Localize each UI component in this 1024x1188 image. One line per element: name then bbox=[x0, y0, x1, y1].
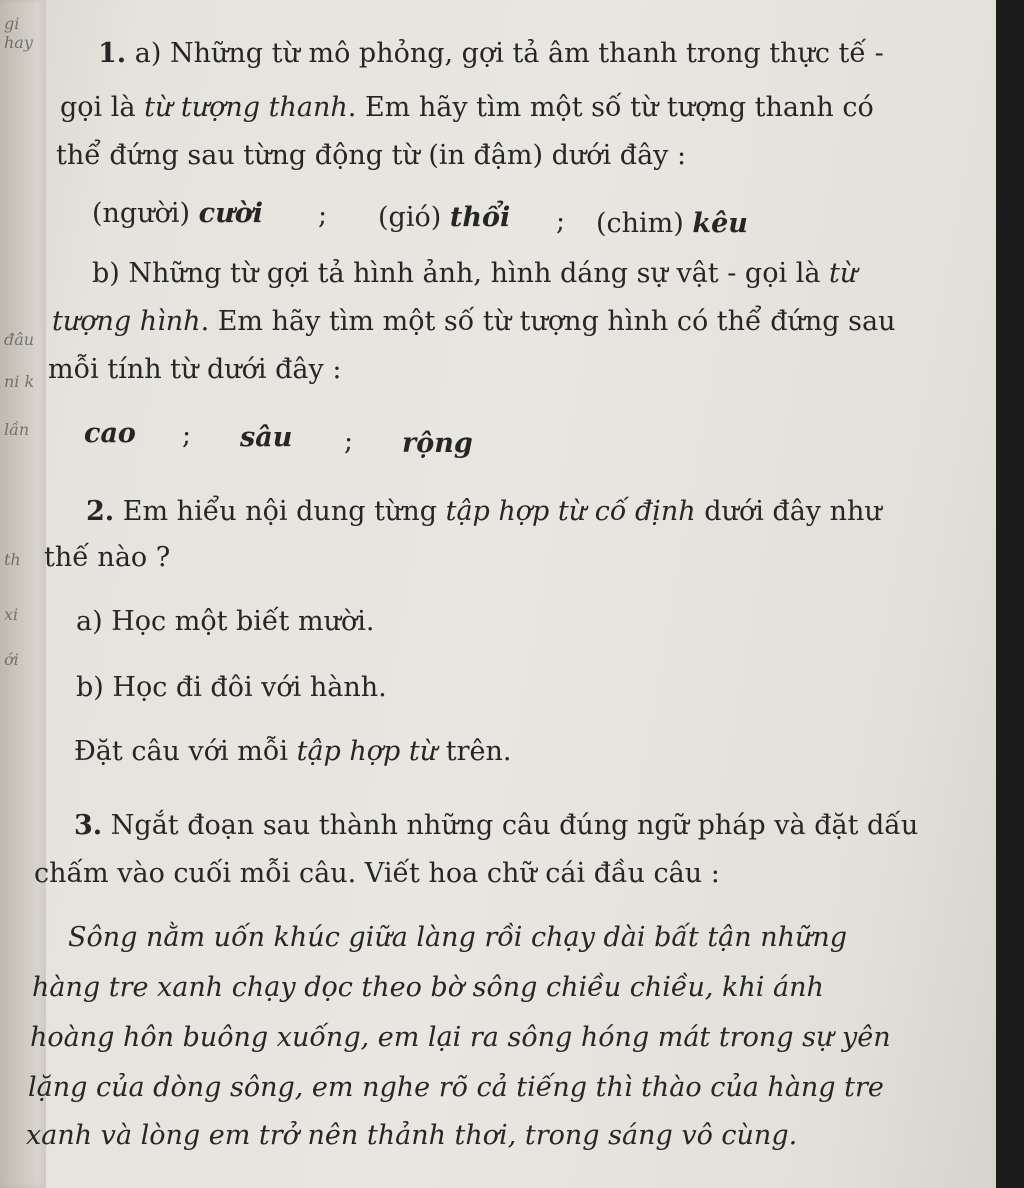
ex2-number: 2. bbox=[86, 496, 115, 527]
paragraph-line: hàng tre xanh chạy dọc theo bờ sông chiều chiều, khi ánh bbox=[32, 972, 824, 1003]
paragraph-line: lặng của dòng sông, em nghe rõ cả tiếng thì thào của hàng tre bbox=[28, 1072, 884, 1103]
ex2-line1-post: dưới đây như bbox=[704, 496, 882, 527]
ex2-line1 bbox=[86, 496, 882, 527]
ex1-verb-2 bbox=[378, 202, 510, 233]
ex2-item-b: b) Học đi đôi với hành. bbox=[76, 672, 387, 703]
ex1-b-term-part2: tượng hình bbox=[52, 306, 201, 337]
ex1-b-term-part1: từ bbox=[829, 258, 858, 289]
ex1-b-line2-post: . Em hãy tìm một số từ tượng hình có thể đứng sau bbox=[200, 306, 896, 337]
verb-word: kêu bbox=[692, 208, 748, 239]
ex2-task-term: tập hợp từ bbox=[296, 736, 438, 767]
adjective-2: sâu bbox=[240, 422, 293, 453]
paragraph-line: xanh và lòng em trở nên thảnh thơi, trong sáng vô cùng. bbox=[26, 1120, 798, 1151]
spine-fragment: xi bbox=[4, 605, 19, 624]
separator: ; bbox=[344, 426, 354, 457]
ex1-line3 bbox=[56, 140, 686, 171]
verb-subject: (chim) bbox=[596, 208, 684, 239]
spine-fragment: ni k bbox=[4, 372, 35, 391]
adjective-3: rộng bbox=[402, 428, 473, 459]
ex3-number: 3. bbox=[74, 810, 103, 841]
ex2-line2: thế nào ? bbox=[44, 542, 171, 573]
ex3-line1-text: Ngắt đoạn sau thành những câu đúng ngữ pháp và đặt dấu bbox=[110, 810, 919, 841]
ex1-number: 1. bbox=[98, 38, 127, 69]
spine-fragment: đâu bbox=[4, 330, 35, 349]
spine-fragment: th bbox=[4, 550, 21, 569]
paragraph-line: Sông nằm uốn khúc giữa làng rồi chạy dài bất tận những bbox=[68, 922, 848, 953]
ex2-task-post: trên. bbox=[445, 736, 512, 767]
ex2-task bbox=[74, 736, 511, 767]
spine-fragment: ới bbox=[4, 650, 19, 669]
verb-word: thổi bbox=[449, 202, 511, 233]
paragraph-line: hoàng hôn buông xuống, em lại ra sông hóng mát trong sự yên bbox=[30, 1022, 891, 1053]
adjective-1: cao bbox=[84, 418, 136, 449]
verb-subject: (gió) bbox=[378, 202, 442, 233]
ex1-b-line3: mỗi tính từ dưới đây : bbox=[48, 354, 342, 385]
ex3-line2: chấm vào cuối mỗi câu. Viết hoa chữ cái đầu câu : bbox=[34, 858, 720, 889]
ex1-verb-1 bbox=[92, 198, 263, 229]
ex1-line2 bbox=[60, 92, 874, 123]
ex1-a-line3: thể đứng sau từng động từ (in đậm) dưới đây : bbox=[56, 140, 687, 171]
ex2-line1-pre: Em hiểu nội dung từng bbox=[122, 496, 437, 527]
separator: ; bbox=[556, 206, 566, 237]
ex1-verb-3 bbox=[596, 208, 748, 239]
verb-word: cười bbox=[198, 198, 263, 229]
ex2-item-a: a) Học một biết mười. bbox=[76, 606, 375, 637]
separator: ; bbox=[182, 420, 192, 451]
ex1-b-intro: b) Những từ gợi tả hình ảnh, hình dáng sự vật - gọi là bbox=[92, 258, 821, 289]
verb-subject: (người) bbox=[92, 198, 191, 229]
ex2-term: tập hợp từ cố định bbox=[445, 496, 696, 527]
ex1-a-intro: a) Những từ mô phỏng, gợi tả âm thanh trong thực tế - bbox=[134, 38, 884, 69]
ex1-a-term: từ tượng thanh bbox=[144, 92, 348, 123]
ex1-b-line1 bbox=[92, 258, 857, 289]
spine-fragment: gi hay bbox=[4, 14, 33, 52]
ex1-b-line2 bbox=[52, 306, 895, 337]
ex1-line1 bbox=[98, 38, 884, 69]
ex1-a-line2-post: . Em hãy tìm một số từ tượng thanh có bbox=[347, 92, 874, 123]
separator: ; bbox=[318, 200, 328, 231]
ex3-line1 bbox=[74, 810, 918, 841]
ex2-task-pre: Đặt câu với mỗi bbox=[74, 736, 288, 767]
ex1-a-line2-pre: gọi là bbox=[60, 92, 136, 123]
spine-fragment: lần bbox=[4, 420, 30, 439]
